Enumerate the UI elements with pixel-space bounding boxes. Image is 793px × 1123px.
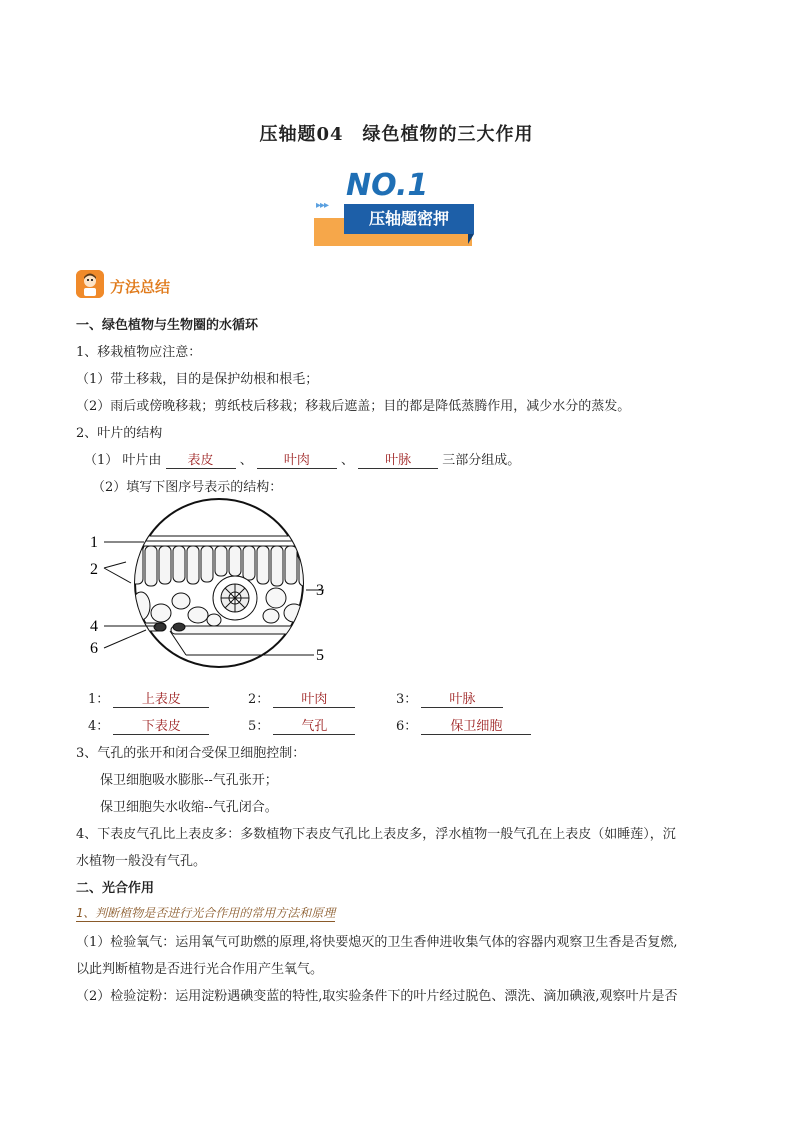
item4-line2: 水植物一般没有气孔。 [76, 854, 207, 869]
answer-mesophyll: 叶肉 [257, 449, 337, 469]
teacher-icon [76, 270, 104, 298]
diagram-label-2: 2 [90, 561, 98, 578]
item1-a-text: （1）带土移栽，目的是保护幼根和根毛； [76, 372, 319, 387]
item2-a-line [84, 449, 520, 469]
separator: 、 [340, 453, 354, 468]
answer-num-4: 4： [88, 719, 110, 734]
item4-line1: 4、下表皮气孔比上表皮多：多数植物下表皮气孔比上表皮多，浮水植物一般气孔在上表皮（如睡莲），沉 [76, 827, 676, 842]
answer-row-4 [88, 715, 209, 735]
item2-b-text: （2）填写下图序号表示的结构： [92, 480, 283, 495]
item2-a-prefix: （1） 叶片由 [84, 453, 162, 468]
para2-line1: （2）检验淀粉：运用淀粉遇碘变蓝的特性,取实验条件下的叶片经过脱色、漂洗、滴加碘液,观察叶片是否 [76, 989, 678, 1004]
answer-row-2 [248, 688, 355, 708]
para1-line2: 以此判断植物是否进行光合作用产生氧气。 [76, 962, 324, 977]
answer-row-5 [248, 715, 355, 735]
badge-tail-decoration [468, 234, 474, 244]
answer-2: 叶肉 [273, 688, 355, 708]
answer-3: 叶脉 [421, 688, 503, 708]
diagram-label-6: 6 [90, 640, 98, 657]
answer-row-6 [396, 715, 531, 735]
item3-a-text: 保卫细胞吸水膨胀--气孔张开； [100, 773, 278, 788]
item1-text: 1、移栽植物应注意： [76, 345, 202, 360]
method-summary-label: 方法总结 [110, 278, 171, 296]
diagram-label-3: 3 [316, 582, 324, 599]
badge-number: NO.1 [346, 168, 429, 203]
section2-heading: 二、光合作用 [76, 881, 155, 896]
answer-num-3: 3： [396, 692, 418, 707]
para1-line1: （1）检验氧气：运用氧气可助燃的原理,将快要熄灭的卫生香伸进收集气体的容器内观察卫生香是否复燃, [76, 935, 678, 950]
answer-row-1 [88, 688, 209, 708]
answer-num-2: 2： [248, 692, 270, 707]
badge-arrows-icon: ▸▸▸ [316, 200, 329, 211]
answer-5: 气孔 [273, 715, 355, 735]
answer-4: 下表皮 [113, 715, 209, 735]
answer-6: 保卫细胞 [421, 715, 531, 735]
answer-num-1: 1： [88, 692, 110, 707]
item3-text: 3、气孔的张开和闭合受保卫细胞控制： [76, 746, 306, 761]
diagram-label-5: 5 [316, 647, 324, 664]
diagram-label-4: 4 [90, 618, 98, 635]
answer-row-3 [396, 688, 503, 708]
item2-text: 2、叶片的结构 [76, 426, 163, 441]
answer-vein: 叶脉 [358, 449, 438, 469]
badge-label: 压轴题密押 [344, 204, 474, 234]
item1-b-text: （2）雨后或傍晚移栽；剪纸枝后移栽；移栽后遮盖；目的都是降低蒸腾作用，减少水分的蒸发。 [76, 399, 631, 414]
leaf-cross-section-diagram [86, 498, 336, 677]
answer-1: 上表皮 [113, 688, 209, 708]
page-title: 压轴题04 绿色植物的三大作用 [259, 124, 534, 145]
answer-epidermis: 表皮 [166, 449, 236, 469]
answer-num-5: 5： [248, 719, 270, 734]
diagram-label-1: 1 [90, 534, 98, 551]
item3-b-text: 保卫细胞失水收缩--气孔闭合。 [100, 800, 278, 815]
section1-heading: 一、绿色植物与生物圈的水循环 [76, 318, 259, 333]
answer-num-6: 6： [396, 719, 418, 734]
item2-a-suffix: 三部分组成。 [442, 453, 521, 468]
separator: 、 [239, 453, 253, 468]
section2-subheading: 1、判断植物是否进行光合作用的常用方法和原理 [76, 906, 336, 920]
